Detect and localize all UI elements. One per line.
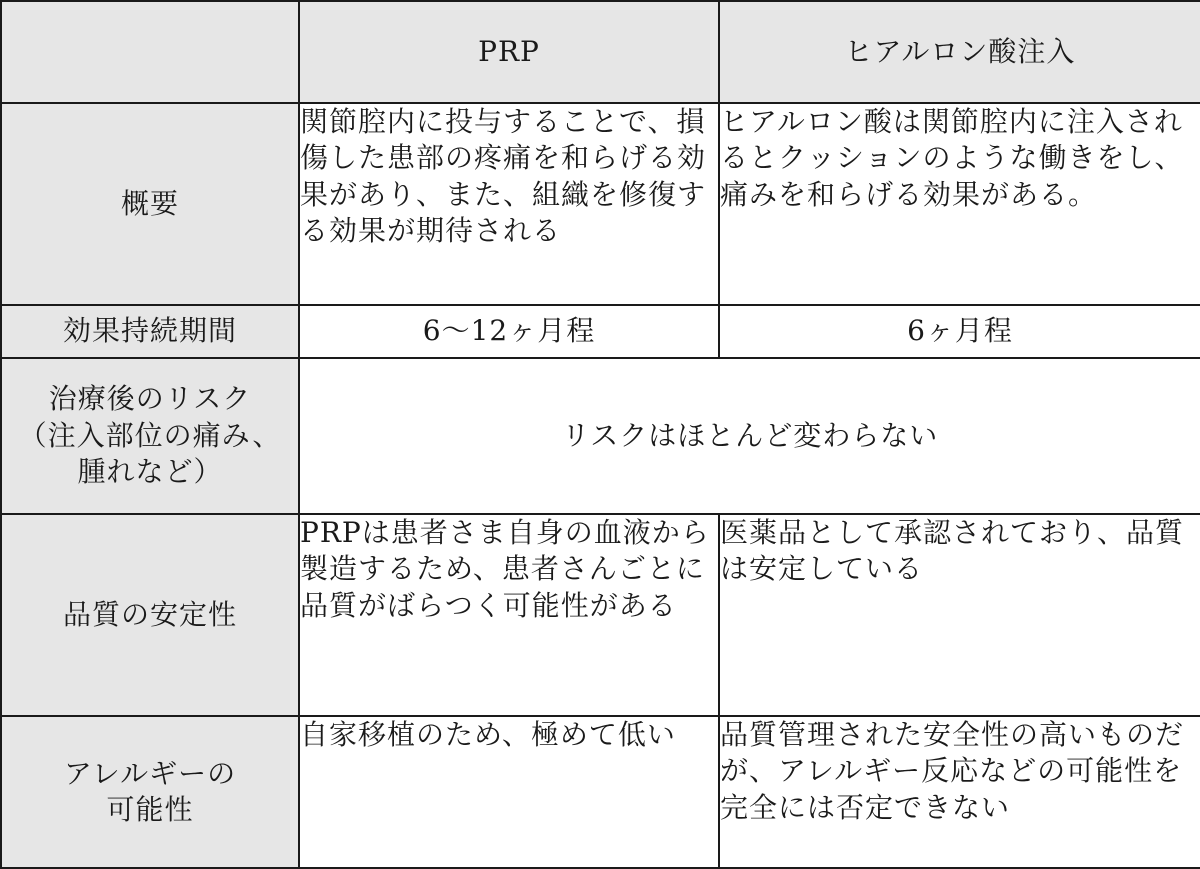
cell-duration-prp: 6〜12ヶ月程: [299, 305, 719, 358]
cell-overview-ha: ヒアルロン酸は関節腔内に注入されるとクッションのような働きをし、痛みを和らげる効果がある。: [719, 103, 1200, 305]
row-label-overview: 概要: [1, 103, 299, 305]
row-quality: [1, 514, 1200, 716]
cell-quality-ha: 医薬品として承認されており、品質は安定している: [719, 514, 1200, 716]
row-label-allergy: アレルギーの 可能性: [1, 716, 299, 868]
header-hyaluronic-acid: ヒアルロン酸注入: [719, 1, 1200, 103]
row-overview: [1, 103, 1200, 305]
row-label-quality: 品質の安定性: [1, 514, 299, 716]
cell-allergy-prp: 自家移植のため、極めて低い: [299, 716, 719, 868]
row-allergy: [1, 716, 1200, 868]
row-risk: [1, 358, 1200, 514]
cell-duration-ha: 6ヶ月程: [719, 305, 1200, 358]
cell-quality-prp: PRPは患者さま自身の血液から製造するため、患者さんごとに品質がばらつく可能性がある: [299, 514, 719, 716]
cell-overview-prp: 関節腔内に投与することで、損傷した患部の疼痛を和らげる効果があり、また、組織を修復する効果が期待される: [299, 103, 719, 305]
row-duration: [1, 305, 1200, 358]
header-row: [1, 1, 1200, 103]
header-corner-cell: [1, 1, 299, 103]
row-label-risk: 治療後のリスク （注入部位の痛み、 腫れなど）: [1, 358, 299, 514]
cell-allergy-ha: 品質管理された安全性の高いものだが、アレルギー反応などの可能性を完全には否定できない: [719, 716, 1200, 868]
cell-risk-merged: リスクはほとんど変わらない: [299, 358, 1200, 514]
header-prp: PRP: [299, 1, 719, 103]
row-label-duration: 効果持続期間: [1, 305, 299, 358]
